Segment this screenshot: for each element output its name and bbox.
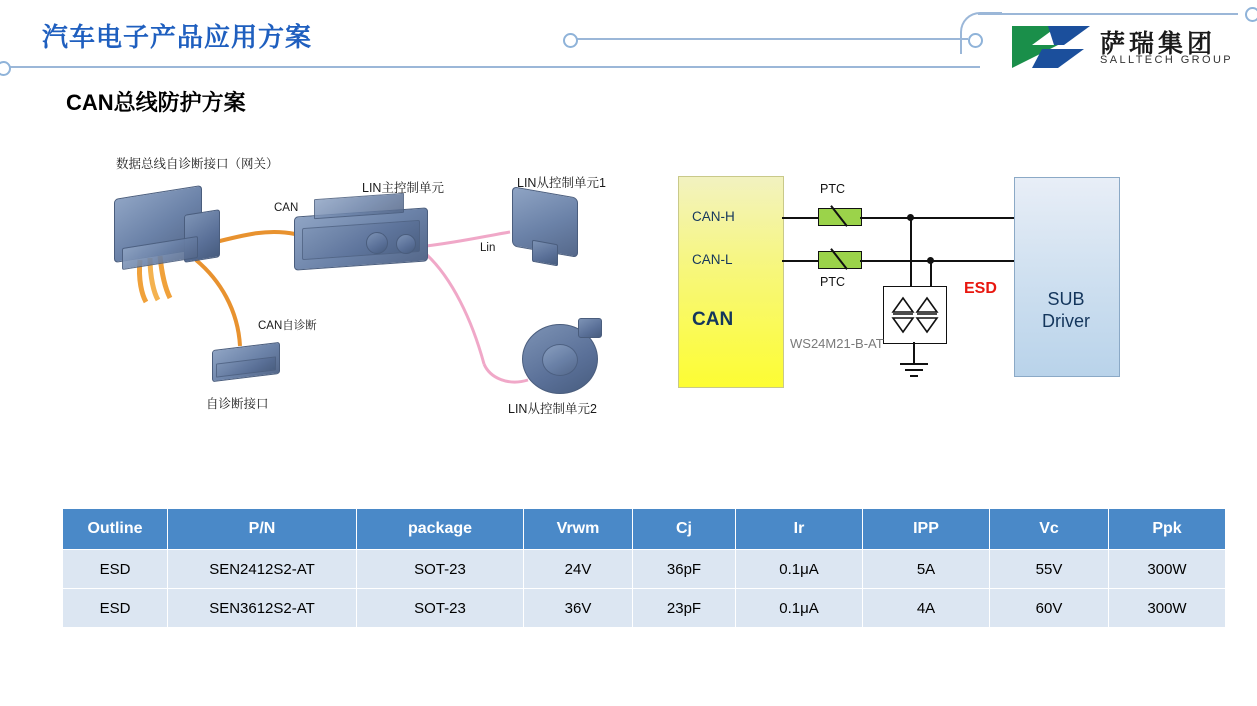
sub-driver-label-line1: SUB: [1047, 289, 1085, 309]
lin-master-unit-knob-1: [366, 232, 388, 254]
can-block-label: CAN: [692, 309, 734, 330]
table-header-row: [63, 509, 1226, 550]
esd-label: ESD: [964, 280, 997, 297]
col-header-ppk: Ppk: [1109, 509, 1226, 550]
col-header-outline: Outline: [63, 509, 168, 550]
spec-table-wrapper: [62, 508, 1198, 628]
col-header-vc: Vc: [990, 509, 1109, 550]
pin-label-can-h: CAN-H: [692, 209, 735, 224]
junction-dot-l: [927, 257, 934, 264]
trace-can-l-left: [782, 260, 818, 262]
sub-driver-block: [1014, 177, 1120, 377]
cell-vc-r0: 55V: [990, 550, 1109, 589]
can-bus-illustration: [80, 150, 660, 425]
decorative-node-mid2: [968, 33, 983, 48]
decorative-node-mid: [563, 33, 578, 48]
illustration-label-3: LIN从控制单元1: [517, 176, 606, 190]
table-row: [63, 589, 1226, 628]
trace-can-h-left: [782, 217, 818, 219]
sub-driver-label: [1023, 288, 1109, 332]
illustration-label-4: Lin: [480, 242, 496, 254]
page-header: [0, 0, 1257, 75]
logo-company-name: 萨瑞集团: [1100, 30, 1217, 58]
cell-ir-r1: 0.1μA: [736, 589, 863, 628]
cell-outline-r1: ESD: [63, 589, 168, 628]
junction-dot-h: [907, 214, 914, 221]
logo-mark-icon: [1012, 26, 1090, 68]
illustration-label-6: 自诊断接口: [206, 397, 269, 411]
col-header-vrwm: Vrwm: [524, 509, 633, 550]
lin-master-unit-knob-2: [396, 234, 416, 254]
cell-pn-r0: SEN2412S2-AT: [168, 550, 357, 589]
cell-pn-r1: SEN3612S2-AT: [168, 589, 357, 628]
ground-symbol-icon: [894, 362, 934, 382]
header-rule-curve: [960, 12, 1002, 54]
lin-slave-1-tip: [532, 240, 558, 267]
lin-slave-2-mount: [578, 318, 602, 338]
col-header-ipp: IPP: [863, 509, 990, 550]
cell-vrwm-r1: 36V: [524, 589, 633, 628]
cell-cj-r0: 36pF: [633, 550, 736, 589]
cell-package-r1: SOT-23: [357, 589, 524, 628]
logo-company-subtitle: SALLTECH GROUP: [1100, 54, 1234, 66]
illustration-label-1: CAN: [274, 202, 299, 214]
can-protection-schematic: [678, 176, 1138, 401]
cell-package-r0: SOT-23: [357, 550, 524, 589]
pin-label-can-l: CAN-L: [692, 252, 733, 267]
illustration-label-5: CAN自诊断: [258, 320, 317, 332]
esd-diode-symbols: [879, 284, 949, 348]
cell-ir-r0: 0.1μA: [736, 550, 863, 589]
section-title: CAN总线防护方案: [66, 90, 246, 115]
can-block: [678, 176, 784, 388]
esd-tap-l: [930, 260, 932, 287]
col-header-package: package: [357, 509, 524, 550]
table-row: [63, 550, 1226, 589]
cell-ppk-r1: 300W: [1109, 589, 1226, 628]
company-logo: [1012, 24, 1240, 70]
col-header-pn: P/N: [168, 509, 357, 550]
part-number-watermark: WS24M21-B-AT: [790, 336, 884, 351]
cell-ppk-r0: 300W: [1109, 550, 1226, 589]
trace-can-h-right: [860, 217, 1016, 219]
col-header-cj: Cj: [633, 509, 736, 550]
decorative-node-left: [0, 61, 11, 76]
cell-outline-r0: ESD: [63, 550, 168, 589]
decorative-node-right: [1245, 7, 1257, 22]
ptc-label-top: PTC: [820, 182, 845, 196]
sub-driver-label-line2: Driver: [1042, 311, 1090, 331]
esd-tap-h: [910, 217, 912, 287]
cell-ipp-r1: 4A: [863, 589, 990, 628]
page-title: 汽车电子产品应用方案: [42, 22, 313, 52]
header-rule-top: [978, 13, 1238, 15]
illustration-label-0: 数据总线自诊断接口（网关）: [116, 157, 279, 171]
cell-ipp-r0: 5A: [863, 550, 990, 589]
illustration-label-7: LIN从控制单元2: [508, 402, 597, 416]
cell-vrwm-r0: 24V: [524, 550, 633, 589]
illustration-label-2: LIN主控制单元: [362, 181, 444, 195]
trace-can-l-right: [860, 260, 1016, 262]
cell-vc-r1: 60V: [990, 589, 1109, 628]
header-rule-mid: [575, 38, 968, 40]
lin-slave-2-hub: [542, 344, 578, 376]
col-header-ir: Ir: [736, 509, 863, 550]
spec-table: [62, 508, 1226, 628]
esd-ground-stem: [913, 342, 915, 364]
cell-cj-r1: 23pF: [633, 589, 736, 628]
ptc-label-bottom: PTC: [820, 275, 845, 289]
header-rule-left: [0, 66, 980, 68]
